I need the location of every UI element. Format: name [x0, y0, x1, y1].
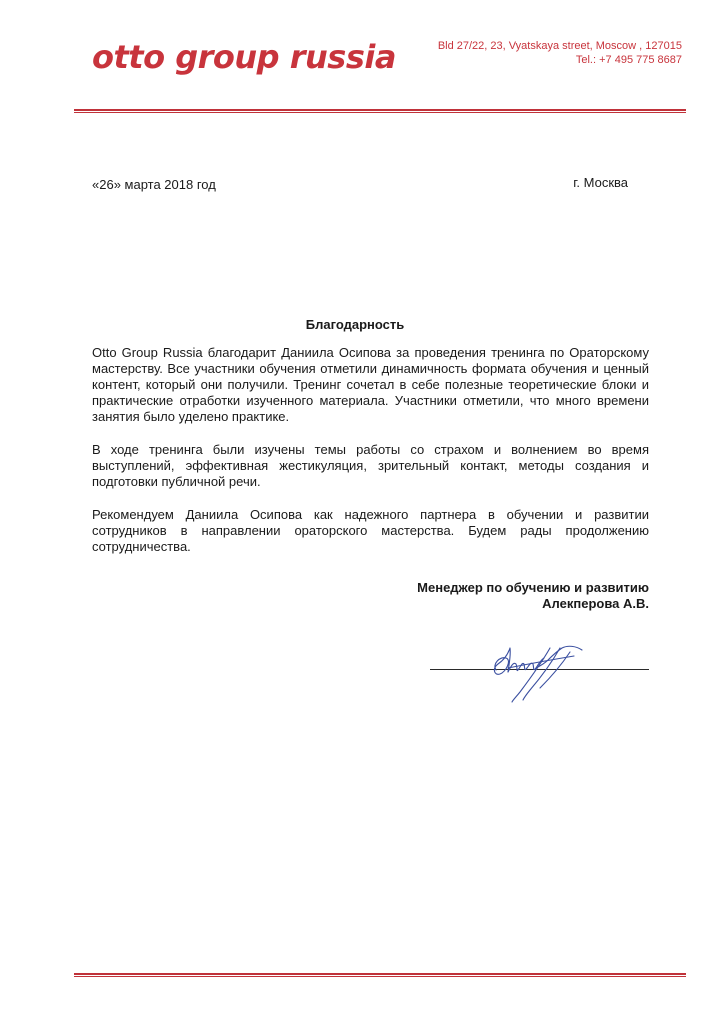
signatory-name: Алекперова А.В.	[542, 596, 649, 611]
body-paragraph: Otto Group Russia благодарит Даниила Осипова за проведения тренинга по Ораторскому мастерству. Все участники обучения отметили динамичность формата обучения и ценный контент, который они получили. Тренинг сочетал в себе полезные теоретические блоки и практические отработки изученного материала. Участники отметили, что много времени занятия было уделено практике.	[92, 345, 649, 424]
footer-divider	[74, 973, 686, 977]
letter-body	[92, 345, 649, 572]
company-contact	[438, 39, 682, 67]
signatory-position: Менеджер по обучению и развитию	[417, 580, 649, 595]
company-phone: Tel.: +7 495 775 8687	[575, 54, 682, 66]
signatory-block	[417, 580, 649, 612]
company-address: Bld 27/22, 23, Vyatskaya street, Moscow , 127015	[437, 40, 682, 52]
handwritten-signature	[478, 634, 588, 704]
body-paragraph: Рекомендуем Даниила Осипова как надежного партнера в обучении и развитии сотрудников в направлении ораторского мастерства. Будем рады продолжению сотрудничества.	[92, 507, 649, 554]
letter-title: Благодарность	[305, 317, 405, 332]
letter-city: г. Москва	[573, 175, 628, 190]
body-paragraph: В ходе тренинга были изучены темы работы со страхом и волнением во время выступлений, эффективная жестикуляция, зрительный контакт, методы создания и подготовки публичной речи.	[92, 442, 649, 489]
company-logo: otto group russia	[92, 38, 396, 76]
letter-date: «26» марта 2018 год	[92, 177, 216, 192]
header-divider	[74, 109, 686, 113]
